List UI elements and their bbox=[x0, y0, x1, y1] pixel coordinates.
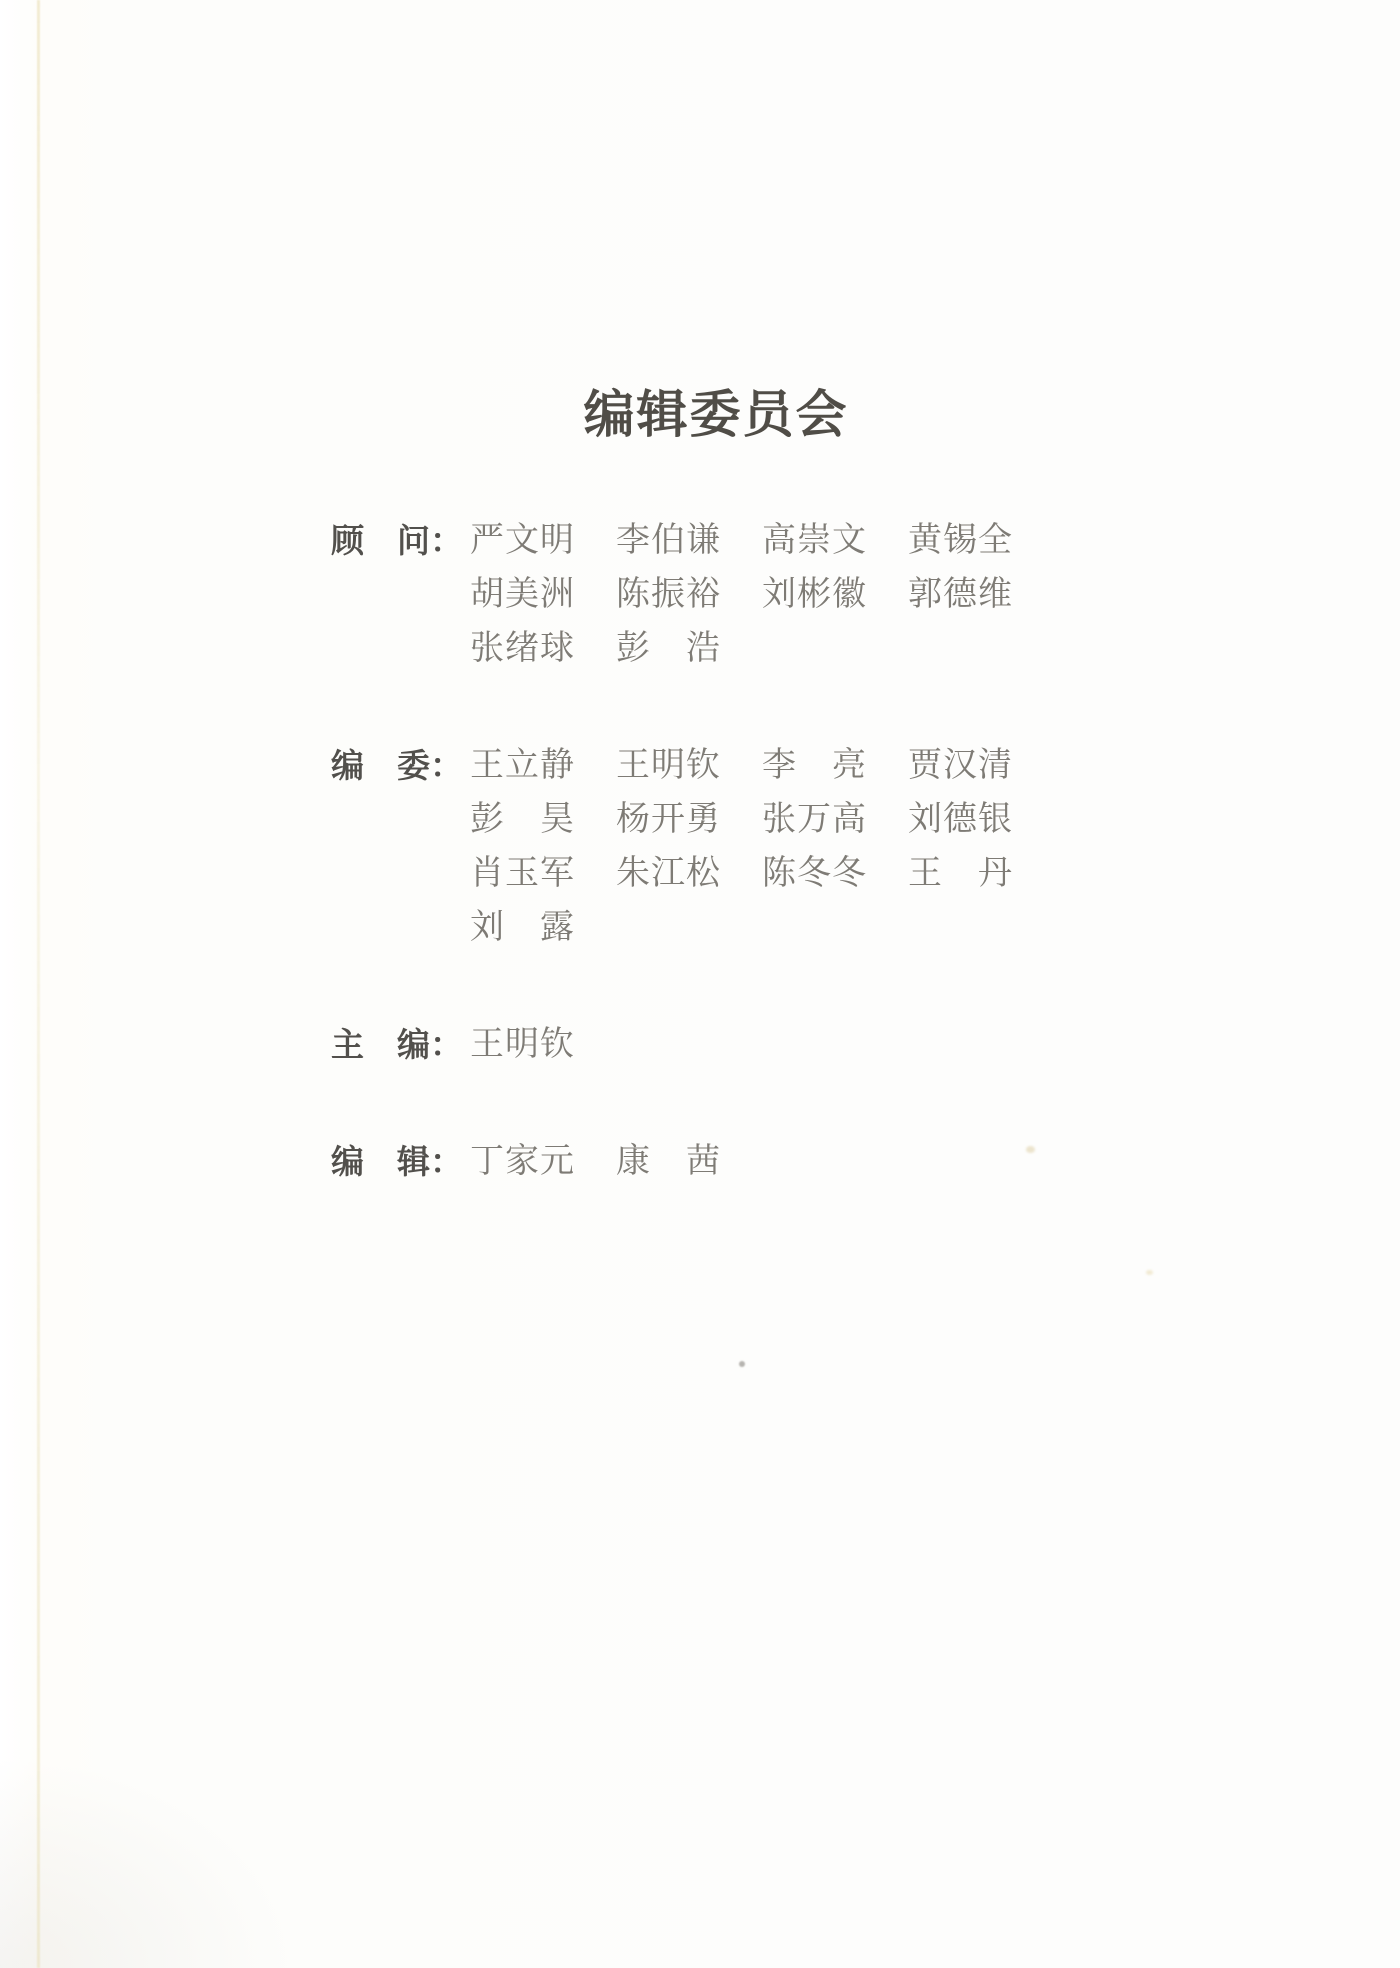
member-row bbox=[470, 793, 1071, 847]
paper-speck bbox=[739, 1361, 745, 1367]
committee-section bbox=[331, 1018, 1071, 1072]
member-name: 张万高 bbox=[762, 801, 867, 838]
section-rows bbox=[470, 739, 1071, 955]
member-name: 高崇文 bbox=[762, 522, 867, 559]
section-label: 顾 问： bbox=[331, 522, 463, 559]
paper-speck bbox=[1146, 1270, 1153, 1275]
member-row bbox=[470, 739, 1071, 793]
member-name: 王明钦 bbox=[470, 1026, 575, 1063]
member-name: 郭德维 bbox=[908, 576, 1013, 613]
member-row bbox=[470, 622, 1071, 676]
section-rows bbox=[470, 1135, 1071, 1189]
committee-section bbox=[331, 514, 1071, 676]
member-name: 陈冬冬 bbox=[762, 855, 867, 892]
member-name: 黄锡全 bbox=[908, 522, 1013, 559]
member-name: 刘 露 bbox=[470, 909, 575, 946]
paper-speck bbox=[1026, 1146, 1035, 1153]
section-label: 编 辑： bbox=[331, 1143, 463, 1180]
member-name: 刘彬徽 bbox=[762, 576, 867, 613]
member-name: 王 丹 bbox=[908, 855, 1013, 892]
member-name: 严文明 bbox=[470, 522, 575, 559]
member-row bbox=[470, 1018, 1071, 1072]
section-rows bbox=[470, 1018, 1071, 1072]
member-name: 彭 昊 bbox=[470, 801, 575, 838]
committee-section bbox=[331, 739, 1071, 955]
member-name: 陈振裕 bbox=[616, 576, 721, 613]
member-name: 王明钦 bbox=[616, 747, 721, 784]
page-crease-line bbox=[37, 0, 40, 1968]
member-name: 李 亮 bbox=[762, 747, 867, 784]
member-name: 张绪球 bbox=[470, 630, 575, 667]
member-row bbox=[470, 568, 1071, 622]
member-name: 康 茜 bbox=[616, 1143, 721, 1180]
member-name: 杨开勇 bbox=[616, 801, 721, 838]
member-name: 彭 浩 bbox=[616, 630, 721, 667]
member-name: 肖玉军 bbox=[470, 855, 575, 892]
committee-list bbox=[331, 514, 1071, 1189]
member-name: 贾汉清 bbox=[908, 747, 1013, 784]
section-label: 主 编： bbox=[331, 1026, 463, 1063]
member-row bbox=[470, 514, 1071, 568]
section-rows bbox=[470, 514, 1071, 676]
member-name: 胡美洲 bbox=[470, 576, 575, 613]
committee-section bbox=[331, 1135, 1071, 1189]
section-label: 编 委： bbox=[331, 747, 463, 784]
member-name: 李伯谦 bbox=[616, 522, 721, 559]
member-row bbox=[470, 901, 1071, 955]
member-row bbox=[470, 1135, 1071, 1189]
member-row bbox=[470, 847, 1071, 901]
member-name: 丁家元 bbox=[470, 1143, 575, 1180]
member-name: 朱江松 bbox=[616, 855, 721, 892]
member-name: 王立静 bbox=[470, 747, 575, 784]
page-title: 编辑委员会 bbox=[583, 388, 849, 444]
member-name: 刘德银 bbox=[908, 801, 1013, 838]
